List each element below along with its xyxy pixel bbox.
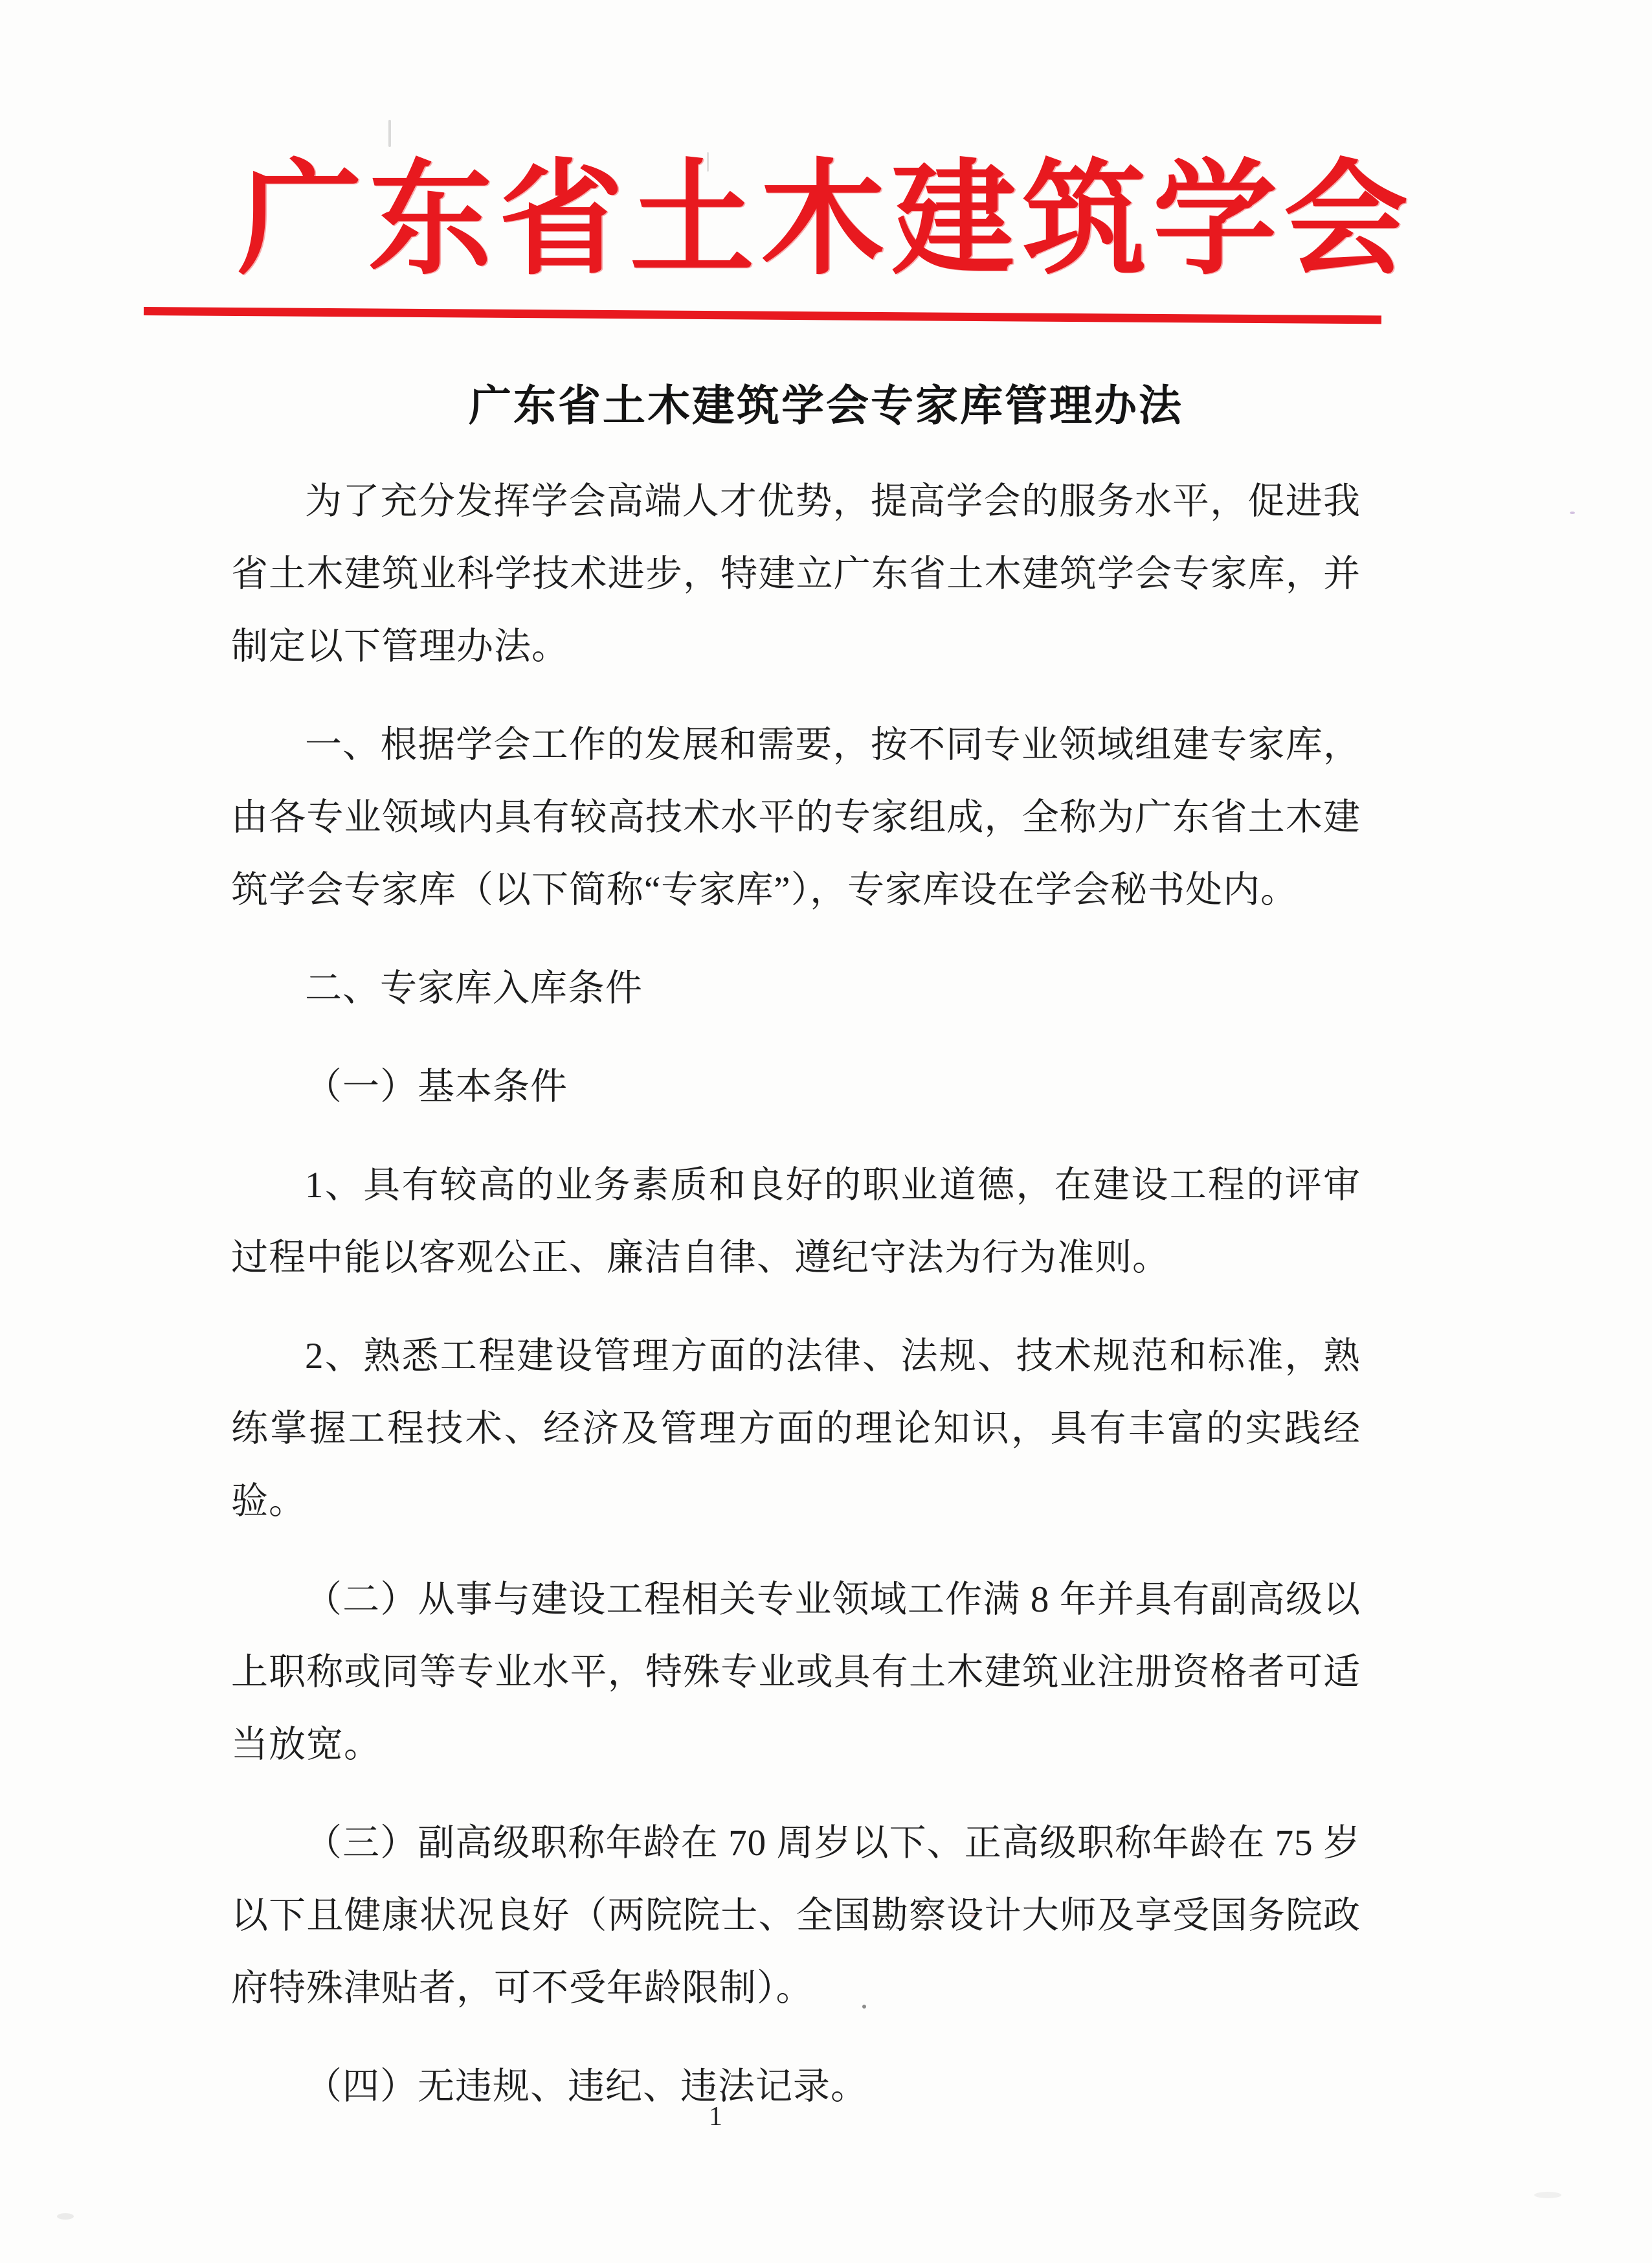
scan-speck <box>1570 512 1575 514</box>
paragraph-basic-conditions-heading: （一）基本条件 <box>305 1066 568 1107</box>
paragraph-article-2-heading: 二、专家库入库条件 <box>305 968 643 1009</box>
paragraph-condition-record: （四）无违规、违纪、违法记录。 <box>305 2066 868 2107</box>
paragraph-article-1: 一、根据学会工作的发展和需要，按不同专业领域组建专家库，由各专业领域内具有较高技术水平的专家组成，全称为广东省土木建筑学会专家库（以下简称“专家库”），专家库设在学会秘书处内。 <box>231 725 1361 910</box>
paragraph-condition-age: （三）副高级职称年龄在 70 周岁以下、正高级职称年龄在 75 岁以下且健康状况良好（两院院士、全国勘察设计大师及享受国务院政府特殊津贴者，可不受年龄限制）。 <box>231 1823 1361 2009</box>
document-body <box>231 466 1361 2123</box>
scan-speck <box>1534 2192 1561 2198</box>
letterhead-divider-line <box>144 307 1381 324</box>
paragraph-intro: 为了充分发挥学会高端人才优势，提高学会的服务水平，促进我省土木建筑业科学技术进步，特建立广东省土木建筑学会专家库，并制定以下管理办法。 <box>231 481 1361 667</box>
paragraph-condition-2: 2、熟悉工程建设管理方面的法律、法规、技术规范和标准，熟练掌握工程技术、经济及管理方面的理论知识，具有丰富的实践经验。 <box>231 1336 1361 1522</box>
scan-speck <box>707 152 709 172</box>
paragraph-condition-work-experience: （二）从事与建设工程相关专业领域工作满 8 年并具有副高级以上职称或同等专业水平，特殊专业或具有土木建筑业注册资格者可适当放宽。 <box>231 1579 1361 1765</box>
scan-speck <box>57 2213 74 2220</box>
scan-speck <box>971 1913 975 1917</box>
document-title: 广东省土木建筑学会专家库管理办法 <box>469 383 1183 430</box>
scan-speck <box>862 2005 866 2009</box>
paragraph-condition-1: 1、具有较高的业务素质和良好的职业道德，在建设工程的评审过程中能以客观公正、廉洁自律、遵纪守法为行为准则。 <box>231 1165 1361 1278</box>
page-number: 1 <box>709 2102 722 2132</box>
letterhead-title: 广东省土木建筑学会 <box>238 152 1414 289</box>
scan-speck <box>388 120 391 147</box>
